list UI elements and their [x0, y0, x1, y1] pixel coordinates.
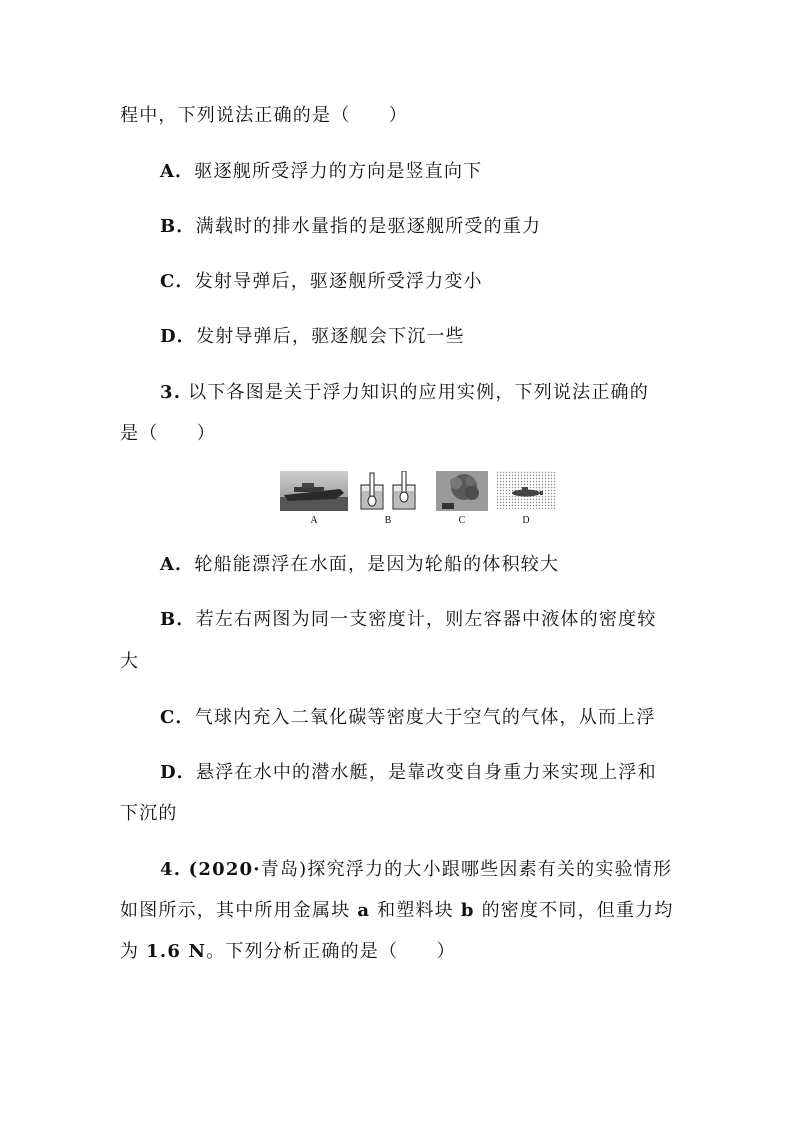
q3-option-d-line1: D．悬浮在水中的潜水艇，是靠改变自身重力来实现上浮和: [160, 762, 657, 783]
q3-option-b-line2: 大: [120, 651, 140, 672]
q4-stem-line2: 如图所示，其中所用金属块 a 和塑料块 b 的密度不同，但重力均: [120, 900, 674, 921]
q3-option-d-line2: 下沉的: [120, 803, 178, 824]
q3-option-a: A．轮船能漂浮在水面，是因为轮船的体积较大: [160, 554, 560, 575]
q2-stem-continuation: 程中，下列说法正确的是（ ）: [120, 105, 408, 126]
figure-label-a: A: [310, 515, 318, 526]
q4-stem-line3: 为 1.6 N。下列分析正确的是（ ）: [120, 941, 456, 962]
figure-label-c: C: [458, 515, 466, 526]
q2-option-b: B．满载时的排水量指的是驱逐舰所受的重力: [160, 216, 542, 237]
figure-label-b: B: [384, 515, 392, 526]
q2-option-a: A．驱逐舰所受浮力的方向是竖直向下: [160, 161, 483, 182]
q4-stem-line1: 4. (2020·青岛)探究浮力的大小跟哪些因素有关的实验情形: [160, 859, 673, 880]
q3-stem-line1: 3. 以下各图是关于浮力知识的应用实例，下列说法正确的: [160, 382, 649, 403]
ship-photo: [280, 471, 348, 511]
hydrometer-diagram: [358, 471, 418, 511]
submarine-diagram: [496, 471, 556, 511]
figure-label-d: D: [522, 515, 530, 526]
q3-option-c: C．气球内充入二氧化碳等密度大于空气的气体，从而上浮: [160, 707, 656, 728]
q3-figure: [280, 471, 560, 531]
q3-stem-line2: 是（ ）: [120, 423, 216, 444]
q2-option-d: D．发射导弹后，驱逐舰会下沉一些: [160, 326, 465, 347]
balloon-photo: [436, 471, 488, 511]
q3-option-b-line1: B．若左右两图为同一支密度计，则左容器中液体的密度较: [160, 609, 657, 630]
q2-option-c: C．发射导弹后，驱逐舰所受浮力变小: [160, 271, 483, 292]
